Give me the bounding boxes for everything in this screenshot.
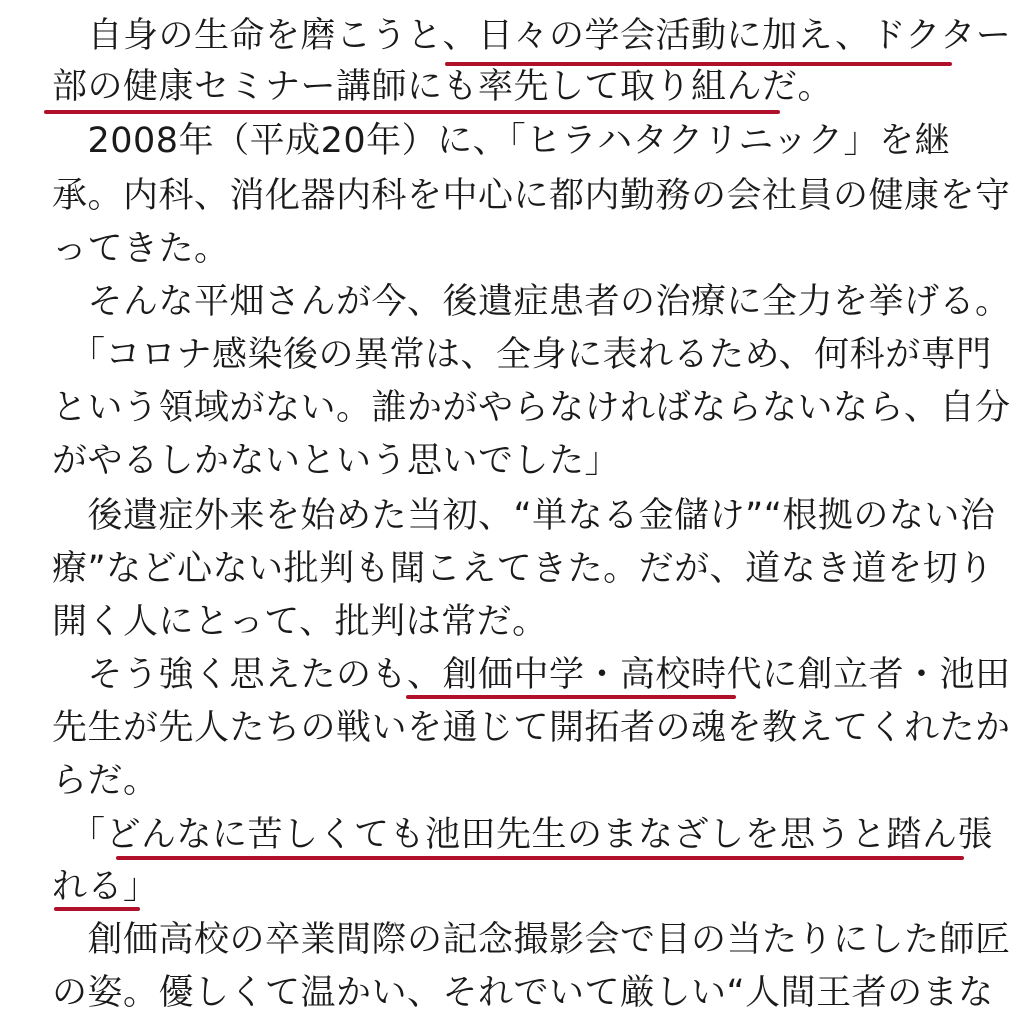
article-line-4	[52, 174, 1011, 218]
article-line-5	[52, 227, 230, 271]
article-line-9	[52, 439, 620, 483]
red-underline	[44, 110, 780, 114]
red-underline	[406, 695, 736, 699]
highlighted-phrase: れる」	[52, 867, 159, 907]
line-text: 開く人にとって、批判は常だ。	[52, 602, 548, 642]
article-line-2	[52, 65, 833, 109]
line-text: 療”など心ない批判も聞こえてきた。だが、道なき道を切り	[52, 549, 994, 589]
article-line-12	[52, 600, 548, 644]
article-line-15	[52, 759, 159, 803]
article-line-6	[52, 280, 1011, 324]
red-underline	[116, 856, 964, 860]
article-line-10	[52, 494, 995, 538]
article-line-11	[52, 547, 994, 591]
line-text: ってきた。	[52, 229, 230, 269]
line-text: 承。内科、消化器内科を中心に都内勤務の会社員の健康を守	[52, 176, 1011, 216]
article-line-17	[52, 865, 159, 909]
article-line-14	[52, 706, 1011, 750]
article-line-18	[52, 918, 1011, 962]
line-text: 「	[52, 815, 106, 855]
article-line-19	[52, 971, 994, 1015]
line-text: の姿。優しくて温かい、それでいて厳しい“人間王者のまな	[52, 973, 994, 1013]
article-line-13	[52, 653, 1011, 697]
line-text: 先生が先人たちの戦いを通じて開拓者の魂を教えてくれたか	[52, 708, 1011, 748]
line-text: 創価高校の卒業間際の記念撮影会で目の当たりにした師匠	[52, 920, 1011, 960]
article-line-1	[52, 14, 1011, 58]
line-text: 「コロナ感染後の異常は、全身に表れるため、何科が専門	[52, 335, 992, 375]
highlighted-phrase: 創価中学・高校時代	[442, 655, 763, 695]
highlighted-phrase: どんなに苦しくても池田先生のまなざしを思うと踏ん張	[105, 815, 994, 855]
highlighted-phrase: 部の健康セミナー講師にも率先して取り組んだ。	[52, 67, 834, 107]
line-text: らだ。	[52, 761, 159, 801]
line-text: そんな平畑さんが今、後遺症患者の治療に全力を挙げる。	[52, 282, 1011, 322]
article-line-16	[52, 813, 993, 857]
article-line-3	[52, 119, 950, 163]
highlighted-phrase: 日々の学会活動に加え、ドクター	[478, 16, 1012, 56]
red-underline	[54, 907, 140, 911]
line-text: という領域がない。誰かがやらなければならないなら、自分	[52, 388, 1011, 428]
line-text: 2008年（平成20年）に、「ヒラハタクリニック」を継	[52, 121, 951, 161]
article-line-7	[52, 333, 992, 377]
article-line-8	[52, 386, 1011, 430]
line-text: 自身の生命を磨こうと、	[52, 16, 479, 56]
line-text: そう強く思えたのも、	[52, 655, 443, 695]
line-text: に創立者・池田	[762, 655, 1011, 695]
line-text: 後遺症外来を始めた当初、“単なる金儲け”“根拠のない治	[52, 496, 996, 536]
line-text: がやるしかないという思いでした」	[52, 441, 621, 481]
